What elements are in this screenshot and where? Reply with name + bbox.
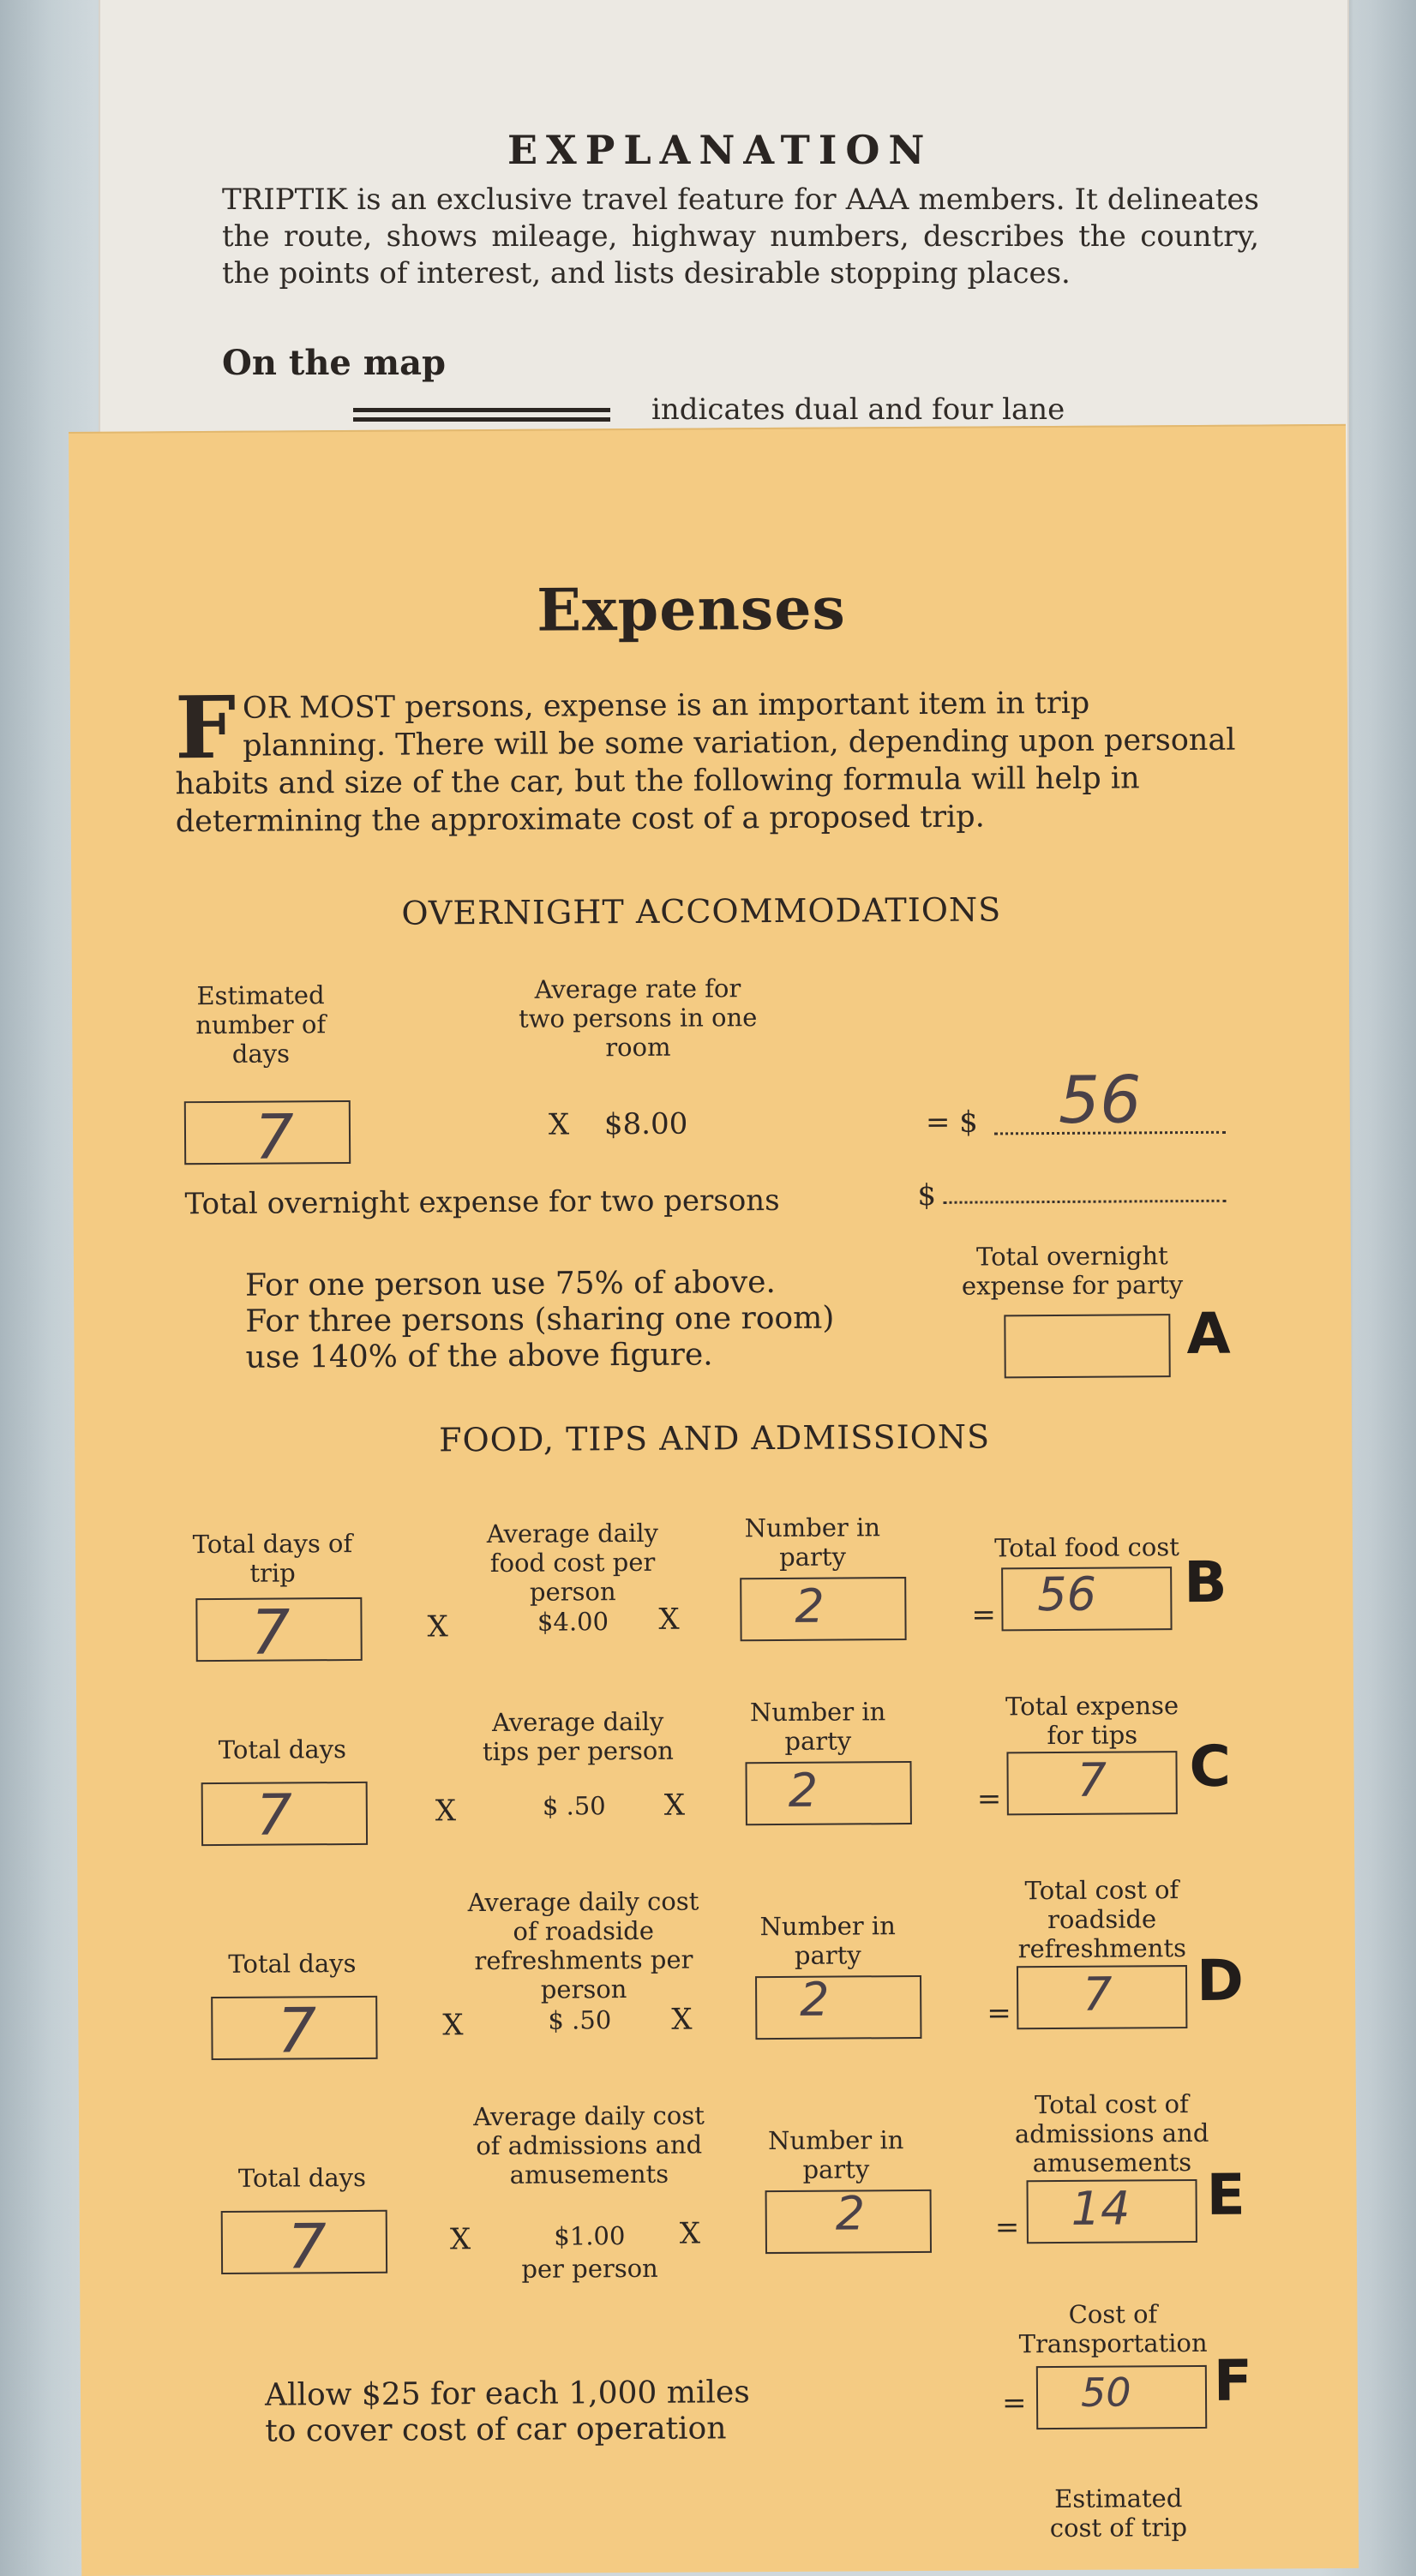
- transport-box[interactable]: [1036, 2365, 1207, 2429]
- overnight-days-label: Estimated number of days: [195, 980, 327, 1069]
- intro-dropcap: F: [174, 676, 237, 779]
- row-d-total-label: Total cost of roadside refreshments: [1017, 1875, 1187, 1964]
- overnight-party-box[interactable]: [1004, 1314, 1170, 1378]
- letter-b: B: [1183, 1549, 1227, 1616]
- row-e-days-label: Total days: [237, 2162, 367, 2193]
- overnight-multiply: X: [548, 1107, 570, 1142]
- row-e-avg-label: Average daily cost of admissions and amusements: [473, 2100, 705, 2190]
- row-d-avg-value: $ .50: [548, 2005, 612, 2035]
- overnight-total-line[interactable]: [944, 1200, 1227, 1204]
- row-e-x2: X: [679, 2216, 701, 2251]
- row-c-avg-label: Average daily tips per person: [482, 1706, 675, 1767]
- overnight-rate-label: Average rate for two persons in one room: [518, 973, 758, 1063]
- row-d-days-label: Total days: [228, 1948, 357, 1979]
- row-b-x1: X: [427, 1609, 448, 1644]
- row-c-days-label: Total days: [218, 1734, 347, 1764]
- row-b-equals: =: [971, 1597, 997, 1632]
- row-b-total-value: 56: [1037, 1567, 1097, 1622]
- row-e-days-value: 7: [286, 2210, 327, 2283]
- row-c-days-box[interactable]: [201, 1782, 368, 1846]
- row-b-party-value: 2: [795, 1579, 825, 1633]
- row-c-party-value: 2: [788, 1763, 819, 1818]
- row-d-party-box[interactable]: [755, 1972, 921, 2040]
- row-c-equals: =: [976, 1782, 1002, 1817]
- row-e-total-label: Total cost of admissions and amusements: [1014, 2089, 1209, 2178]
- food-heading: FOOD, TIPS AND ADMISSIONS: [439, 1417, 991, 1459]
- letter-a: A: [1186, 1300, 1231, 1368]
- row-d-party-label: Number in party: [759, 1911, 896, 1970]
- row-b-days-label: Total days of trip: [192, 1529, 353, 1588]
- on-the-map-heading: On the map: [222, 343, 446, 383]
- row-e-x1: X: [449, 2222, 471, 2257]
- row-b-x2: X: [658, 1602, 680, 1637]
- row-b-avg-value: $4.00: [537, 1607, 609, 1637]
- row-d-total-box[interactable]: [1017, 1965, 1187, 2029]
- row-b-total-box[interactable]: [1001, 1567, 1172, 1631]
- overnight-days-value: 7: [254, 1100, 295, 1173]
- row-b-days-value: 7: [250, 1596, 291, 1668]
- overnight-rate: $8.00: [603, 1106, 688, 1142]
- row-b-avg-label: Average daily food cost per person: [486, 1518, 659, 1607]
- row-d-days-box[interactable]: [211, 1994, 377, 2067]
- row-c-x1: X: [435, 1794, 457, 1829]
- row-c-x2: X: [663, 1788, 686, 1823]
- overnight-heading: OVERNIGHT ACCOMMODATIONS: [401, 890, 1002, 932]
- row-d-total-value: 7: [1082, 1967, 1113, 2022]
- row-b-party-box[interactable]: [740, 1577, 906, 1641]
- row-c-total-label: Total expense for tips: [1005, 1691, 1179, 1751]
- row-d-avg-label: Average daily cost of roadside refreshments per person: [467, 1886, 699, 2004]
- overnight-note-line-1: For one person use 75% of above.: [244, 1264, 777, 1303]
- letter-d: D: [1196, 1947, 1245, 2014]
- row-e-days-box[interactable]: [221, 2210, 387, 2283]
- overnight-note-line-2: For three persons (sharing one room): [245, 1300, 835, 1339]
- row-c-avg-value: $ .50: [542, 1791, 606, 1821]
- expenses-title: Expenses: [537, 574, 846, 645]
- row-c-party-box[interactable]: [745, 1761, 911, 1825]
- overnight-total-dollar: $: [917, 1177, 937, 1213]
- transport-equals: =: [1001, 2386, 1027, 2421]
- row-b-total-label: Total food cost: [994, 1532, 1179, 1563]
- expenses-card: [69, 424, 1359, 2576]
- overnight-total-label: Total overnight expense for two persons: [184, 1183, 780, 1222]
- transport-text: [265, 2375, 750, 2449]
- row-e-equals: =: [994, 2210, 1020, 2245]
- row-c-party-label: Number in party: [749, 1697, 886, 1756]
- intro-text: OR MOST persons, expense is an important item in trip planning. There will be some variation, depending upon personal habits and size of the car, but the following formula will help in determining the approximate cost of a proposed trip.: [175, 686, 1236, 840]
- row-e-party-box[interactable]: [765, 2186, 932, 2254]
- row-e-total-value: 14: [1071, 2181, 1131, 2236]
- letter-e: E: [1206, 2161, 1245, 2228]
- letter-f: F: [1213, 2347, 1253, 2414]
- row-d-days-value: 7: [277, 1994, 317, 2067]
- row-d-x1: X: [442, 2008, 464, 2043]
- row-e-total-box[interactable]: [1026, 2179, 1197, 2244]
- overnight-note: [245, 1265, 835, 1376]
- overnight-days-box[interactable]: [184, 1100, 351, 1173]
- transport-text-line-2: to cover cost of car operation: [265, 2411, 727, 2449]
- estimated-cost-label: Estimated cost of trip: [1049, 2483, 1188, 2543]
- dual-lane-legend-text: indicates dual and four lane: [651, 392, 1065, 427]
- overnight-party-label: Total overnight expense for party: [961, 1241, 1184, 1301]
- row-d-x2: X: [671, 2002, 693, 2037]
- dual-lane-legend-symbol: [353, 408, 610, 423]
- row-b-party-label: Number in party: [744, 1513, 881, 1572]
- row-e-avg-value: $1.00: [554, 2221, 626, 2251]
- row-c-total-box[interactable]: [1006, 1751, 1177, 1815]
- overnight-note-line-3: use 140% of the above figure.: [245, 1337, 713, 1375]
- row-d-party-value: 2: [799, 1972, 830, 2027]
- explanation-title: EXPLANATION: [507, 127, 933, 173]
- row-e-avg-suffix: per person: [521, 2253, 658, 2284]
- explanation-body: TRIPTIK is an exclusive travel feature for AAA members. It delineates the route, shows mileage, highway numbers, describes the country, the points of interest, and lists desirable stopping places.: [222, 183, 1259, 291]
- row-c-days-value: 7: [255, 1782, 293, 1848]
- overnight-equals: = $: [925, 1105, 979, 1140]
- row-c-total-value: 7: [1077, 1752, 1107, 1807]
- transport-value: 50: [1080, 2369, 1131, 2416]
- expenses-intro: [174, 676, 1237, 842]
- transport-label: Cost of Transportation: [1018, 2299, 1208, 2359]
- letter-c: C: [1189, 1733, 1232, 1800]
- row-b-days-box[interactable]: [195, 1596, 362, 1668]
- overnight-result-value: 56: [1058, 1061, 1142, 1138]
- row-e-party-value: 2: [835, 2186, 866, 2241]
- transport-text-line-1: Allow $25 for each 1,000 miles: [264, 2375, 750, 2413]
- row-e-party-label: Number in party: [767, 2125, 904, 2184]
- row-d-equals: =: [987, 1996, 1011, 2031]
